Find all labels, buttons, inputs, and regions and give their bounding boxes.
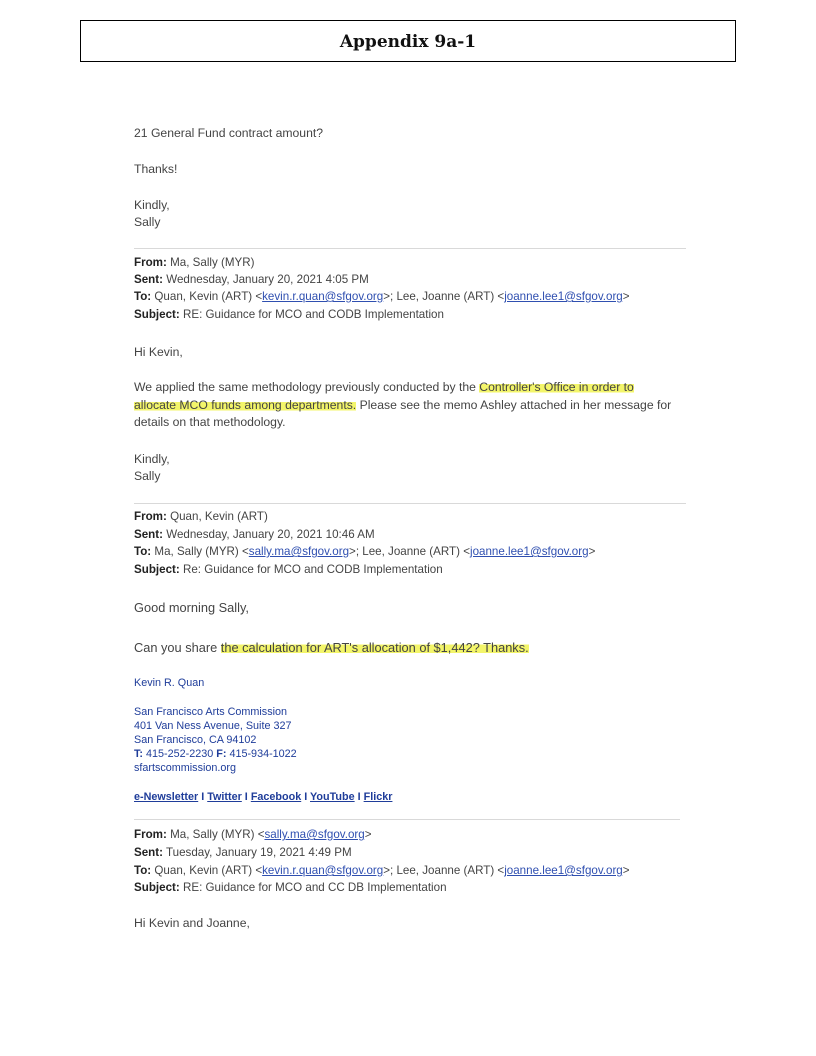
email-divider [134,248,686,249]
email1-closing: Kindly, [134,452,170,466]
email2-greeting: Good morning Sally, [134,600,249,615]
email2-to: To: Ma, Sally (MYR) <sally.ma@sfgov.org>; Lee, Joanne (ART) <joanne.lee1@sfgov.org> [134,545,596,558]
email1-signoff: Sally [134,469,161,483]
signature-phone: T: 415-252-2230 F: 415-934-1022 [134,748,297,760]
email2-question: Can you share the calculation for ART's allocation of $1,442? Thanks. [134,640,529,655]
email1-body-line3: details on that methodology. [134,415,286,429]
email1-from: From: Ma, Sally (MYR) [134,256,255,269]
email2-sent: Sent: Wednesday, January 20, 2021 10:46 AM [134,528,375,541]
email1-subject: Subject: RE: Guidance for MCO and CODB Implementation [134,308,444,321]
social-link-youtube[interactable]: YouTube [310,791,355,803]
social-link-flickr[interactable]: Flickr [363,791,393,803]
signature-address2: San Francisco, CA 94102 [134,734,257,746]
appendix-title: Appendix 9a-1 [339,32,477,52]
previous-message-fragment: 21 General Fund contract amount? [134,126,324,140]
signature-org: San Francisco Arts Commission [134,706,288,718]
signoff-line: Sally [134,215,161,229]
email1-greeting: Hi Kevin, [134,345,183,359]
social-link-facebook[interactable]: Facebook [250,791,302,803]
appendix-header [80,20,736,62]
email1-body-line2: allocate MCO funds among departments. Please see the memo Ashley attached in her message for [134,398,672,412]
email-link[interactable]: sally.ma@sfgov.org [248,545,350,558]
email1-sent: Sent: Wednesday, January 20, 2021 4:05 PM [134,273,369,286]
email2-from: From: Quan, Kevin (ART) [134,510,268,523]
email-link[interactable]: joanne.lee1@sfgov.org [504,290,623,303]
email3-to: To: Quan, Kevin (ART) <kevin.r.quan@sfgov.org>; Lee, Joanne (ART) <joanne.lee1@sfgov.org> [134,864,630,877]
email-link[interactable]: kevin.r.quan@sfgov.org [262,864,384,877]
email-link[interactable]: kevin.r.quan@sfgov.org [262,290,384,303]
social-link-newsletter[interactable]: e-Newsletter [134,791,199,803]
email3-subject: Subject: RE: Guidance for MCO and CC DB Implementation [134,881,447,894]
email3-from: From: Ma, Sally (MYR) <sally.ma@sfgov.org> [134,828,372,841]
email3-greeting: Hi Kevin and Joanne, [134,916,250,930]
email-link[interactable]: sally.ma@sfgov.org [264,828,365,841]
social-links: e-Newsletter I Twitter I Facebook I YouTube I Flickr [134,791,393,803]
signature-address1: 401 Van Ness Avenue, Suite 327 [134,720,292,732]
signature-name: Kevin R. Quan [134,677,205,689]
closing-line: Kindly, [134,198,170,212]
email-link[interactable]: joanne.lee1@sfgov.org [470,545,589,558]
thanks-line: Thanks! [134,162,178,176]
email1-to: To: Quan, Kevin (ART) <kevin.r.quan@sfgov.org>; Lee, Joanne (ART) <joanne.lee1@sfgov.org> [134,290,630,303]
email-divider [134,503,686,504]
email3-sent: Sent: Tuesday, January 19, 2021 4:49 PM [134,846,352,859]
social-link-twitter[interactable]: Twitter [207,791,242,803]
email-divider [134,819,680,820]
email-link[interactable]: joanne.lee1@sfgov.org [504,864,623,877]
email1-body-line1: We applied the same methodology previously conducted by the Controller's Office in order to [134,380,634,394]
email2-subject: Subject: Re: Guidance for MCO and CODB Implementation [134,563,443,576]
signature-website[interactable]: sfartscommission.org [134,762,236,774]
